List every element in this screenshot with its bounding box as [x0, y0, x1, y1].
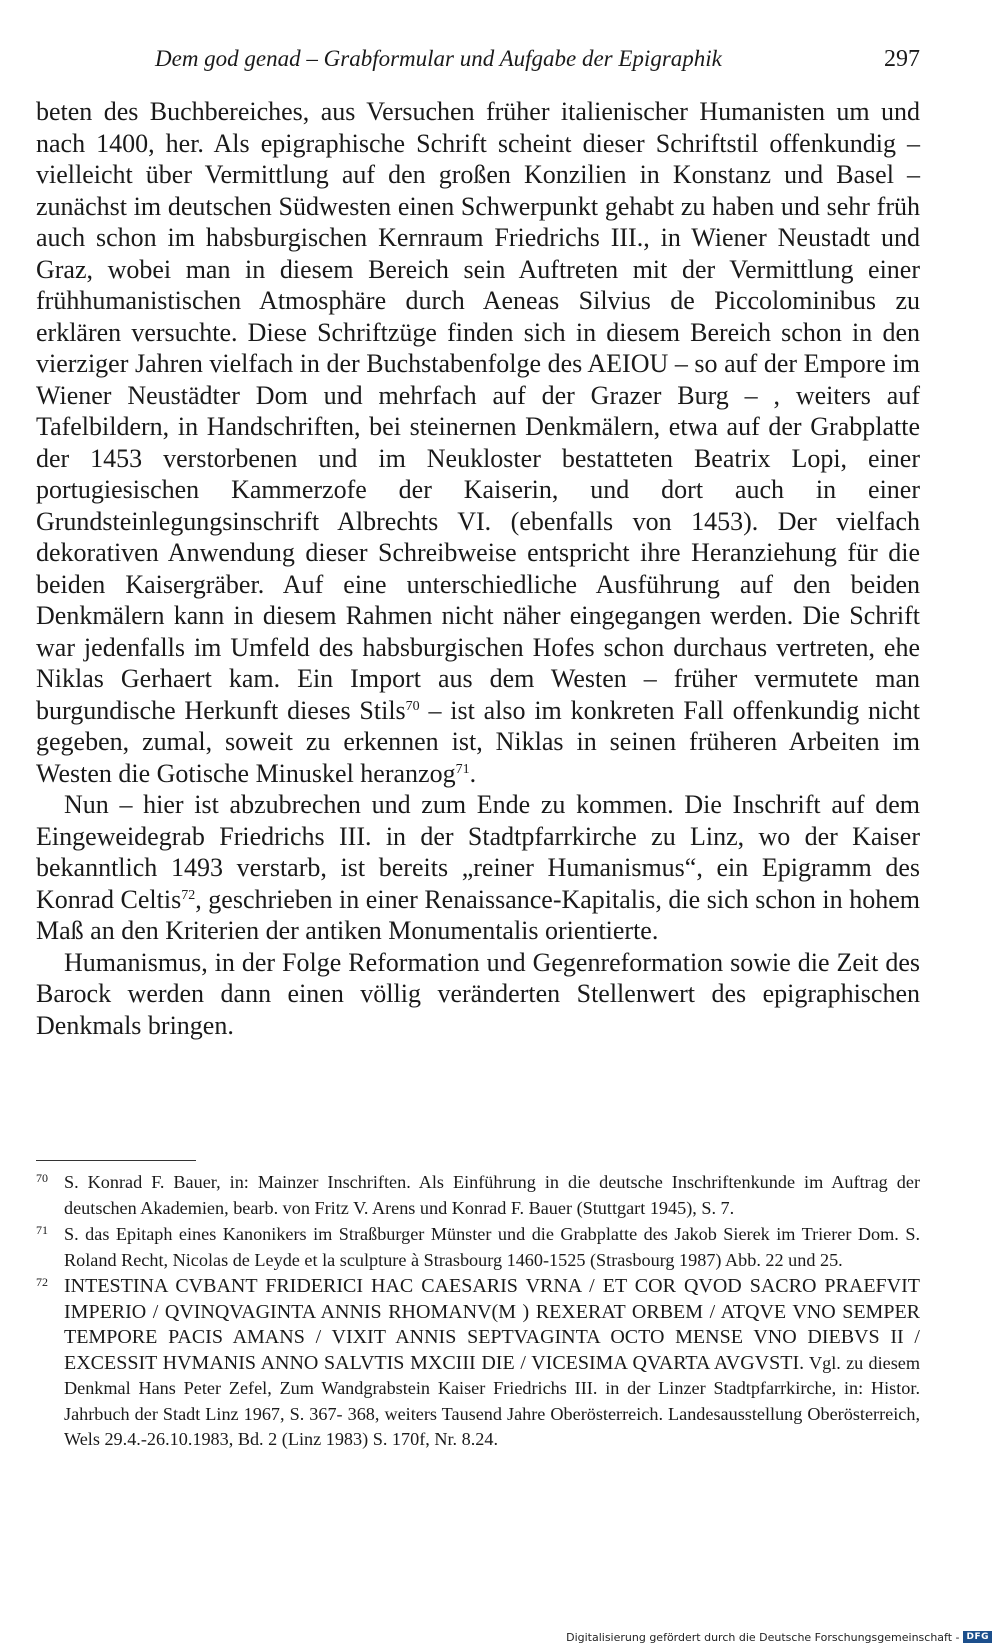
credit-text: Digitalisierung gefördert durch die Deutsche Forschungsgemeinschaft - [566, 1630, 960, 1644]
dfg-logo-icon: DFG [963, 1631, 992, 1643]
paragraph-text: , geschrieben in einer Renaissance-Kapitalis, die sich schon in hohem Maß an den Kriterien der antiken Monumentalis orientierte. [36, 884, 920, 945]
running-head [40, 46, 920, 78]
paragraph-text: beten des Buchbereiches, aus Versuchen früher italienischer Humanisten um und nach 1400, her. Als epigraphische Schrift scheint dieser Schriftstil offenkundig – vielleicht über Vermittlung auf den großen Konzilien in Konstanz und Basel – zunächst im deutschen Südwesten einen Schwerpunkt gehabt zu haben und sehr früh auch schon im habsburgischen Kernraum Friedrichs III., in Wiener Neustadt und Graz, wobei man in diesem Bereich sein Auftreten mit der Vermittlung einer frühhumanistischen Atmosphäre durch Aeneas Silvius de Piccolominibus zu erklären versuchte. Diese Schriftzüge finden sich in diesem Bereich schon in den vierziger Jahren vielfach in der Buchstabenfolge des AEIOU – so auf der Empore im Wiener Neustädter Dom und mehrfach auf der Grazer Burg – , weiters auf Tafelbildern, in Handschriften, bei steinernen Denkmälern, etwa auf der Grabplatte der 1453 verstorbenen und im Neukloster bestatteten Beatrix Lopi, einer portugiesischen Kammerzofe der Kaiserin, und dort auch in einer Grundsteinlegungsinschrift Albrechts VI. (ebenfalls von 1453). Der vielfach dekorativen Anwendung dieser Schreibweise entspricht ihre Heranziehung für die beiden Kaisergräber. Auf eine unterschiedliche Ausführung auf den beiden Denkmälern kann in diesem Rahmen nicht näher eingegangen werden. Die Schrift war jedenfalls im Umfeld des habsburgischen Hofes schon durchaus vertreten, ehe Niklas Gerhaert kam. Ein Import aus dem Westen – früher vermutete man burgundische Herkunft dieses Stils [36, 97, 920, 725]
footnote-text: Vgl. zu diesem Denkmal Hans Peter Zefel, Zum Wandgrabstein Kaiser Friedrichs III. in der Linzer Stadtpfarrkirche, in: Histor. Jahrbuch der Stadt Linz 1967, S. 367- 368, weiters Tausend Jahre Oberösterreich. Landesausstellung Oberösterreich, Wels 29.4.-26.10.1983, Bd. 2 (Linz 1983) S. 170f, Nr. 8.24. [64, 1352, 920, 1449]
footnote-72 [36, 1274, 920, 1453]
footnote-71 [36, 1222, 920, 1273]
page-number: 297 [884, 46, 920, 72]
paragraph-1 [36, 96, 920, 789]
footnote-number: 71 [36, 1223, 48, 1237]
paragraph-text: . [469, 758, 477, 788]
paragraph-2 [36, 789, 920, 947]
footnote-text: S. das Epitaph eines Kanonikers im Straßburger Münster und die Grabplatte des Jakob Sierek im Trierer Dom. S. Roland Recht, Nicolas de Leyde et la sculpture à Strasbourg 1460-1525 (Strasbourg 1987) Abb. 22 und 25. [64, 1224, 920, 1270]
footnote-ref[interactable]: 72 [181, 887, 196, 903]
running-title: Dem god genad – Grabformular und Aufgabe der Epigraphik [155, 46, 722, 71]
body-text [36, 96, 920, 1041]
footnote-text: S. Konrad F. Bauer, in: Mainzer Inschriften. Als Einführung in die deutsche Inschriftenkunde im Auftrag der deutschen Akademien, bearb. von Fritz V. Arens und Konrad F. Bauer (Stuttgart 1945), S. 7. [64, 1172, 920, 1218]
footnote-ref[interactable]: 70 [405, 698, 420, 714]
digitization-credit [566, 1629, 992, 1645]
inscription-text: INTESTINA CVBANT FRIDERICI HAC CAESARIS VRNA / ET COR QVOD SACRO PRAEFVIT IMPERIO / QVINQVAGINTA ANNIS RHOMANV(M ) REXERAT ORBEM / ATQVE VNO SEMPER TEMPORE PACIS AMANS / VIXIT ANNIS SEPTVAGINTA OCTO MENSE VNO DIEBVS II / EXCESSIT HVMANIS ANNO SALVTIS MXCIII DIE / VICESIMA QVARTA AVGVSTI. [64, 1275, 920, 1374]
paragraph-3: Humanismus, in der Folge Reformation und Gegenreformation sowie die Zeit des Barock werden dann einen völlig veränderten Stellenwert des epigraphischen Denkmals bringen. [36, 947, 920, 1040]
paragraph-text: Nun – hier ist abzubrechen und zum Ende zu kommen. Die Inschrift auf dem Eingeweidegrab Friedrichs III. in der Stadtpfarrkirche zu Linz, wo der Kaiser bekanntlich 1493 verstarb, ist bereits „reiner Humanismus“, ein Epigramm des Konrad Celtis [36, 790, 920, 914]
paragraph-text: – ist also im konkreten Fall offenkundig nicht gegeben, zumal, soweit zu erkennen ist, Niklas in seinen früheren Arbeiten im Westen die Gotische Minuskel heranzog [36, 695, 920, 788]
footnote-ref[interactable]: 71 [455, 761, 470, 777]
footnotes [36, 1170, 920, 1454]
footnote-number: 70 [36, 1171, 48, 1185]
footnote-70 [36, 1170, 920, 1221]
footnote-number: 72 [36, 1275, 48, 1289]
footnote-divider [36, 1160, 196, 1161]
